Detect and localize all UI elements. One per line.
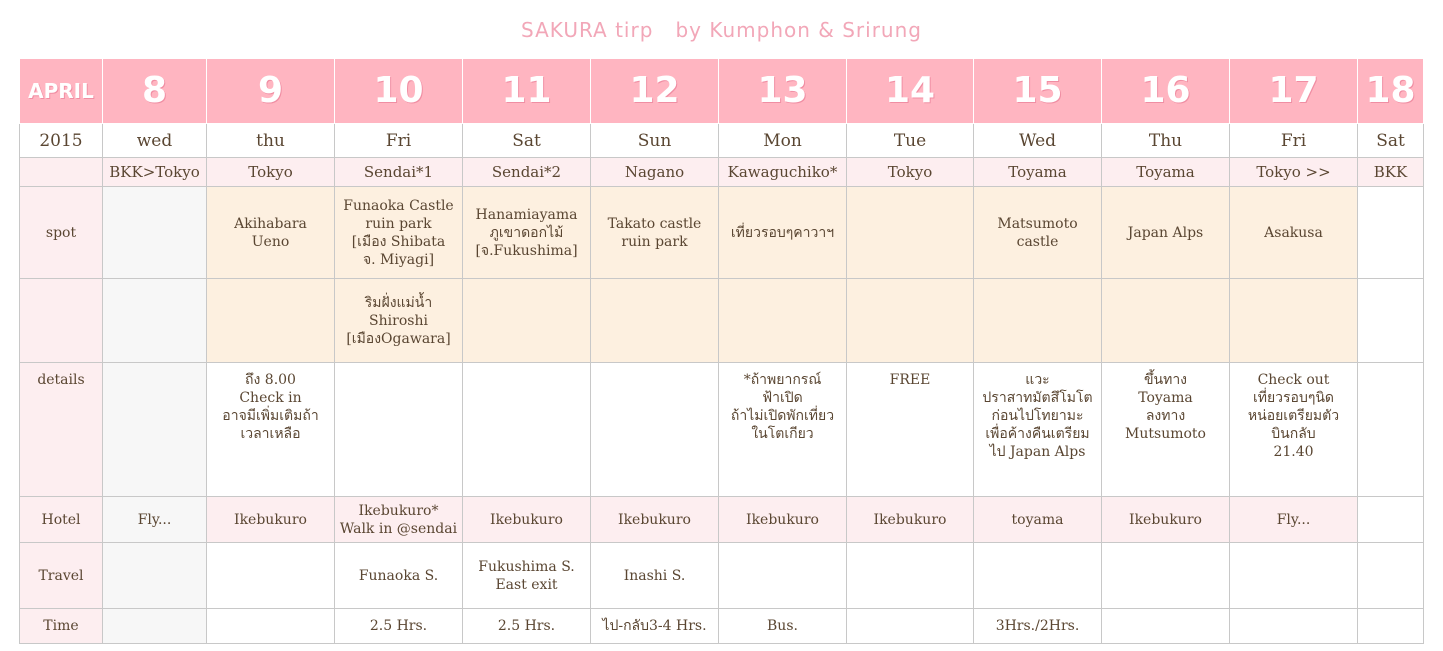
hotel-cell: Ikebukuro: [1102, 497, 1230, 543]
details-cell: [463, 363, 591, 497]
details-row: [20, 363, 1424, 497]
hotel-cell: Ikebukuro: [463, 497, 591, 543]
hotel-cell: Ikebukuro: [591, 497, 719, 543]
hotel-label: Hotel: [20, 497, 103, 543]
weekday-row: [20, 124, 1424, 158]
city-cell: Nagano: [591, 158, 719, 187]
date-cell: 9: [207, 59, 335, 124]
spot-label: spot: [20, 187, 103, 279]
travel-cell: [974, 543, 1102, 609]
hotel-cell: Fly...: [103, 497, 207, 543]
date-cell: 14: [847, 59, 974, 124]
time-cell: [1358, 609, 1424, 644]
page-title: SAKURA tirp by Kumphon & Srirung: [521, 18, 922, 42]
time-cell: [847, 609, 974, 644]
hotel-cell: Ikebukuro: [207, 497, 335, 543]
month-label: APRIL: [20, 59, 103, 124]
weekday-cell: Sat: [1358, 124, 1424, 158]
details-cell: [1358, 363, 1424, 497]
city-cell: Sendai*2: [463, 158, 591, 187]
details-label: details: [20, 363, 103, 497]
details-cell: ขึ้นทาง Toyama ลงทาง Mutsumoto: [1102, 363, 1230, 497]
spot-cell: [1358, 187, 1424, 279]
city-row: [20, 158, 1424, 187]
spot-cell: Akihabara Ueno: [207, 187, 335, 279]
spot2-cell: [103, 279, 207, 363]
travel-row: [20, 543, 1424, 609]
date-cell: 15: [974, 59, 1102, 124]
travel-cell: [719, 543, 847, 609]
time-cell: Bus.: [719, 609, 847, 644]
city-cell: Tokyo >>: [1230, 158, 1358, 187]
details-cell: [335, 363, 463, 497]
time-label: Time: [20, 609, 103, 644]
date-cell: 10: [335, 59, 463, 124]
travel-cell: [1230, 543, 1358, 609]
date-header-row: [20, 59, 1424, 124]
spot-cell: เที่ยวรอบๆคาวาฯ: [719, 187, 847, 279]
weekday-cell: Tue: [847, 124, 974, 158]
city-cell: Sendai*1: [335, 158, 463, 187]
spot2-label: [20, 279, 103, 363]
time-cell: [103, 609, 207, 644]
weekday-cell: Thu: [1102, 124, 1230, 158]
time-cell: 2.5 Hrs.: [463, 609, 591, 644]
travel-cell: [207, 543, 335, 609]
spot2-cell: ริมฝั่งแม่น้ำ Shiroshi [เมืองOgawara]: [335, 279, 463, 363]
weekday-cell: Sat: [463, 124, 591, 158]
spot2-cell: [591, 279, 719, 363]
details-cell: [591, 363, 719, 497]
city-cell: Toyama: [1102, 158, 1230, 187]
details-cell: *ถ้าพยากรณ์ ฟ้าเปิด ถ้าไม่เปิดพักเที่ยว ในโตเกียว: [719, 363, 847, 497]
city-cell: Tokyo: [207, 158, 335, 187]
weekday-cell: Fri: [335, 124, 463, 158]
hotel-cell: [1358, 497, 1424, 543]
spot-cell: [847, 187, 974, 279]
weekday-cell: Mon: [719, 124, 847, 158]
spot-cell: Funaoka Castle ruin park [เมือง Shibata จ. Miyagi]: [335, 187, 463, 279]
time-cell: 2.5 Hrs.: [335, 609, 463, 644]
spot-row-2: [20, 279, 1424, 363]
travel-cell: [1358, 543, 1424, 609]
weekday-cell: Fri: [1230, 124, 1358, 158]
spot2-cell: [207, 279, 335, 363]
spot2-cell: [847, 279, 974, 363]
hotel-cell: Fly...: [1230, 497, 1358, 543]
travel-cell: Funaoka S.: [335, 543, 463, 609]
hotel-cell: Ikebukuro: [847, 497, 974, 543]
date-cell: 12: [591, 59, 719, 124]
city-cell: Kawaguchiko*: [719, 158, 847, 187]
spot-row: [20, 187, 1424, 279]
time-cell: ไป-กลับ3-4 Hrs.: [591, 609, 719, 644]
city-cell: BKK>Tokyo: [103, 158, 207, 187]
city-label: [20, 158, 103, 187]
details-cell: แวะ ปราสาทมัตสึโมโต ก่อนไปโทยามะ เพื่อค้างคืนเตรียม ไป Japan Alps: [974, 363, 1102, 497]
spot2-cell: [719, 279, 847, 363]
details-cell: FREE: [847, 363, 974, 497]
hotel-row: [20, 497, 1424, 543]
date-cell: 17: [1230, 59, 1358, 124]
time-row: [20, 609, 1424, 644]
travel-label: Travel: [20, 543, 103, 609]
spot2-cell: [1102, 279, 1230, 363]
details-cell: [103, 363, 207, 497]
time-cell: [207, 609, 335, 644]
weekday-cell: Sun: [591, 124, 719, 158]
hotel-cell: Ikebukuro: [719, 497, 847, 543]
spot-cell: Takato castle ruin park: [591, 187, 719, 279]
travel-cell: [1102, 543, 1230, 609]
travel-cell: [847, 543, 974, 609]
date-cell: 16: [1102, 59, 1230, 124]
year-label: 2015: [20, 124, 103, 158]
spot-cell: Asakusa: [1230, 187, 1358, 279]
weekday-cell: Wed: [974, 124, 1102, 158]
city-cell: Toyama: [974, 158, 1102, 187]
details-cell: Check out เที่ยวรอบๆนิด หน่อยเตรียมตัว บินกลับ 21.40: [1230, 363, 1358, 497]
itinerary-table: [19, 58, 1424, 644]
hotel-cell: Ikebukuro* Walk in @sendai: [335, 497, 463, 543]
date-cell: 18: [1358, 59, 1424, 124]
weekday-cell: wed: [103, 124, 207, 158]
travel-cell: Inashi S.: [591, 543, 719, 609]
travel-cell: [103, 543, 207, 609]
spot2-cell: [1230, 279, 1358, 363]
time-cell: [1230, 609, 1358, 644]
city-cell: Tokyo: [847, 158, 974, 187]
date-cell: 13: [719, 59, 847, 124]
spot2-cell: [974, 279, 1102, 363]
spot-cell: Matsumoto castle: [974, 187, 1102, 279]
date-cell: 8: [103, 59, 207, 124]
spot-cell: [103, 187, 207, 279]
date-cell: 11: [463, 59, 591, 124]
spot2-cell: [1358, 279, 1424, 363]
spot-cell: Hanamiayama ภูเขาดอกไม้ [จ.Fukushima]: [463, 187, 591, 279]
travel-cell: Fukushima S. East exit: [463, 543, 591, 609]
details-cell: ถึง 8.00 Check in อาจมีเพิ่มเติมถ้า เวลาเหลือ: [207, 363, 335, 497]
time-cell: [1102, 609, 1230, 644]
city-cell: BKK: [1358, 158, 1424, 187]
spot-cell: Japan Alps: [1102, 187, 1230, 279]
time-cell: 3Hrs./2Hrs.: [974, 609, 1102, 644]
weekday-cell: thu: [207, 124, 335, 158]
hotel-cell: toyama: [974, 497, 1102, 543]
spot2-cell: [463, 279, 591, 363]
